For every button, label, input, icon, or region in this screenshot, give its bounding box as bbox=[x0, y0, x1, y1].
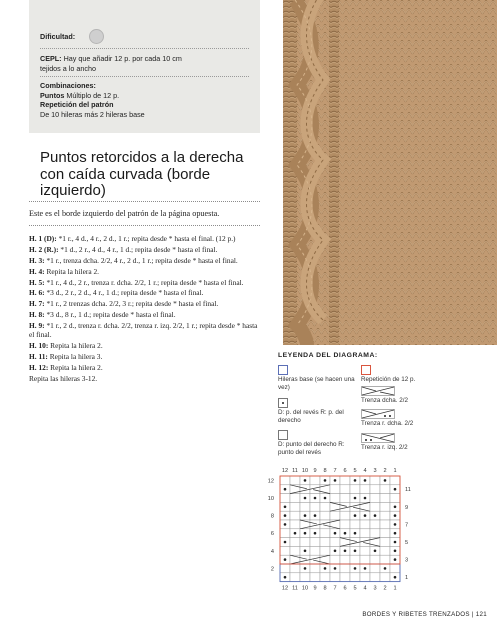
chart-cell bbox=[290, 511, 300, 520]
purl-dot bbox=[394, 541, 397, 544]
purl-cable-left-icon bbox=[361, 433, 395, 443]
chart-cell bbox=[380, 546, 390, 555]
chart-cell bbox=[280, 476, 290, 485]
purl-dot bbox=[324, 497, 327, 500]
chart-cell bbox=[290, 476, 300, 485]
row-label: 10 bbox=[267, 496, 274, 502]
purl-dot bbox=[284, 488, 287, 491]
row-instruction: H. 2 (R.): *1 d., 2 r., 4 d., 4 r., 1 d.; repita desde * hasta el final. bbox=[29, 244, 218, 254]
col-label: 2 bbox=[383, 468, 387, 474]
chart-cell bbox=[380, 538, 390, 547]
row-instruction: H. 10: Repita la hilera 2. bbox=[29, 341, 103, 351]
info-box bbox=[29, 0, 260, 133]
chart-cell bbox=[350, 573, 360, 582]
purl-dot bbox=[384, 567, 387, 570]
purl-dot bbox=[394, 550, 397, 553]
chart-cell bbox=[290, 520, 300, 529]
chart-cell bbox=[330, 485, 340, 494]
chart-cell bbox=[300, 502, 310, 511]
purl-dot bbox=[324, 479, 327, 482]
purl-dot bbox=[284, 506, 287, 509]
col-label: 8 bbox=[323, 585, 327, 592]
row-instruction: H. 6: *3 d., 2 r., 2 d., 4 r., 1 d.; repita desde * hasta el final. bbox=[29, 288, 204, 298]
chart-cell bbox=[370, 520, 380, 529]
stitches-label: Puntos bbox=[40, 90, 65, 100]
purl-dot bbox=[394, 523, 397, 526]
divider bbox=[40, 76, 249, 77]
col-label: 1 bbox=[393, 585, 397, 592]
page-title: Puntos retorcidos a la derecha con caída curvada (borde izquierdo) bbox=[40, 149, 244, 199]
purl-dot bbox=[394, 576, 397, 579]
chart-cell bbox=[380, 520, 390, 529]
col-label: 12 bbox=[281, 585, 289, 592]
row-instruction: Repita las hileras 3-12. bbox=[29, 373, 98, 383]
page-footer: BORDES Y RIBETES TRENZADOS | 121 bbox=[362, 611, 487, 618]
difficulty-label: Dificultad: bbox=[40, 32, 76, 41]
cepl-text: Hay que añadir 12 p. por cada 10 cm tejidos a lo ancho bbox=[40, 54, 182, 73]
row-instructions bbox=[29, 234, 261, 385]
legend-knit: D: punto del derecho R: punto del revés bbox=[278, 441, 345, 457]
row-label: 2 bbox=[270, 566, 274, 573]
chart-cell bbox=[370, 476, 380, 485]
chart-cell bbox=[350, 485, 360, 494]
purl-dot bbox=[284, 576, 287, 579]
chart-cell bbox=[360, 555, 370, 564]
combinations-label: Combinaciones: bbox=[40, 81, 96, 90]
chart-cell bbox=[330, 494, 340, 503]
col-label: 11 bbox=[292, 585, 298, 592]
purl-dot bbox=[354, 479, 357, 482]
chart-cell bbox=[370, 555, 380, 564]
purl-dot bbox=[314, 497, 317, 500]
purl-dot bbox=[394, 488, 397, 491]
chart-cell bbox=[280, 546, 290, 555]
chart-cell bbox=[320, 511, 330, 520]
purl-dot bbox=[314, 532, 317, 535]
chart-cell bbox=[290, 546, 300, 555]
purl-dot bbox=[284, 558, 287, 561]
chart-cell bbox=[380, 485, 390, 494]
purl-dot bbox=[344, 550, 347, 553]
chart-cell bbox=[310, 538, 320, 547]
col-label: 11 bbox=[292, 468, 298, 474]
chart-cell bbox=[320, 538, 330, 547]
col-label: 3 bbox=[373, 468, 377, 474]
legend-title: LEYENDA DEL DIAGRAMA: bbox=[278, 352, 378, 359]
chart-cell bbox=[300, 573, 310, 582]
chart-cell bbox=[300, 538, 310, 547]
knit-swatch bbox=[278, 430, 288, 440]
purl-dot bbox=[324, 567, 327, 570]
chart-cell bbox=[350, 520, 360, 529]
purl-swatch bbox=[278, 398, 288, 408]
row-label: 5 bbox=[405, 540, 409, 546]
purl-dot bbox=[354, 550, 357, 553]
chart-cell bbox=[340, 555, 350, 564]
knit-swatch-photo bbox=[283, 0, 497, 345]
row-instruction: H. 3: *1 r., trenza dcha. 2/2, 4 r., 2 d., 1 r.; repita desde * hasta el final. bbox=[29, 255, 238, 265]
chart-cell bbox=[370, 494, 380, 503]
col-label: 2 bbox=[383, 585, 387, 592]
col-label: 10 bbox=[301, 468, 309, 474]
col-label: 3 bbox=[373, 585, 377, 592]
row-instruction: H. 5: *1 r., 4 d., 2 r., trenza r. dcha. 2/2, 1 r.; repita desde * hasta el final. bbox=[29, 277, 244, 287]
chart-cell bbox=[360, 485, 370, 494]
chart-cell bbox=[310, 502, 320, 511]
purl-dot bbox=[364, 497, 367, 500]
purl-dot bbox=[304, 514, 307, 517]
purl-dot bbox=[364, 567, 367, 570]
chart-cell bbox=[360, 529, 370, 538]
col-label: 12 bbox=[281, 468, 289, 474]
chart-cell bbox=[290, 538, 300, 547]
chart-cell bbox=[340, 494, 350, 503]
chart-cell bbox=[340, 564, 350, 573]
difficulty-indicator bbox=[89, 29, 104, 44]
chart-cell bbox=[340, 485, 350, 494]
chart-cell bbox=[390, 476, 400, 485]
chart-cell bbox=[310, 476, 320, 485]
row-instruction: H. 9: *1 r., 2 d., trenza r. dcha. 2/2, trenza r. izq. 2/2, 1 r.; repita desde * hasta el final. bbox=[29, 321, 258, 340]
chart-cell bbox=[290, 564, 300, 573]
col-label: 8 bbox=[323, 468, 327, 474]
col-label: 7 bbox=[333, 585, 337, 592]
row-label: 4 bbox=[270, 548, 274, 555]
chart-cell bbox=[340, 511, 350, 520]
chart-cell bbox=[380, 529, 390, 538]
purl-dot bbox=[304, 550, 307, 553]
purl-dot bbox=[394, 506, 397, 509]
chart-cell bbox=[370, 573, 380, 582]
row-label: 6 bbox=[270, 531, 274, 538]
chart-cell bbox=[360, 520, 370, 529]
chart-cell bbox=[290, 573, 300, 582]
col-label: 5 bbox=[353, 468, 357, 474]
row-label: 11 bbox=[405, 487, 411, 494]
chart-cell bbox=[370, 529, 380, 538]
col-label: 6 bbox=[343, 468, 347, 474]
purl-dot bbox=[364, 479, 367, 482]
purl-dot bbox=[394, 514, 397, 517]
purl-dot bbox=[344, 532, 347, 535]
divider bbox=[40, 48, 249, 49]
chart-cell bbox=[380, 494, 390, 503]
row-instruction: H. 12: Repita la hilera 2. bbox=[29, 363, 103, 373]
purl-dot bbox=[354, 567, 357, 570]
chart-cell bbox=[310, 546, 320, 555]
repeat-swatch bbox=[361, 365, 371, 375]
col-label: 7 bbox=[333, 468, 337, 474]
row-label: 3 bbox=[405, 557, 409, 564]
chart-cell bbox=[380, 555, 390, 564]
chart-cell bbox=[320, 529, 330, 538]
purl-cable-right-icon bbox=[361, 409, 395, 419]
chart-cell bbox=[340, 476, 350, 485]
purl-dot bbox=[284, 514, 287, 517]
repeat-text: De 10 hileras más 2 hileras base bbox=[40, 109, 145, 119]
chart-cell bbox=[310, 564, 320, 573]
cable-right-icon bbox=[361, 386, 395, 396]
chart-cell bbox=[390, 564, 400, 573]
chart-cell bbox=[340, 520, 350, 529]
chart-cell bbox=[370, 564, 380, 573]
col-label: 9 bbox=[313, 585, 317, 592]
legend-cable-right: Trenza dcha. 2/2 bbox=[361, 397, 409, 404]
purl-dot bbox=[304, 497, 307, 500]
repeat-label: Repetición del patrón bbox=[40, 100, 114, 109]
chart-cell bbox=[320, 546, 330, 555]
cepl-label: CEPL: bbox=[40, 54, 62, 63]
purl-dot bbox=[354, 514, 357, 517]
legend-base: Hileras base (se hacen una vez) bbox=[278, 376, 355, 392]
chart-cell bbox=[360, 573, 370, 582]
purl-dot bbox=[304, 567, 307, 570]
col-label: 4 bbox=[363, 585, 367, 592]
col-label: 10 bbox=[301, 585, 309, 592]
chart-cell bbox=[310, 573, 320, 582]
chart-cell bbox=[330, 555, 340, 564]
row-label: 12 bbox=[267, 478, 274, 485]
purl-dot bbox=[364, 514, 367, 517]
purl-dot bbox=[294, 532, 297, 535]
purl-dot bbox=[304, 479, 307, 482]
chart-cell bbox=[280, 564, 290, 573]
chart-cell bbox=[320, 573, 330, 582]
legend-purl-cable-left: Trenza r. izq. 2/2 bbox=[361, 444, 408, 451]
legend-purl-cable-right: Trenza r. dcha. 2/2 bbox=[361, 420, 414, 427]
purl-dot bbox=[334, 550, 337, 553]
purl-dot bbox=[284, 523, 287, 526]
chart-cell bbox=[380, 573, 390, 582]
purl-dot bbox=[354, 497, 357, 500]
chart-cell bbox=[390, 494, 400, 503]
col-label: 6 bbox=[343, 585, 347, 592]
chart-cell bbox=[370, 485, 380, 494]
purl-dot bbox=[374, 550, 377, 553]
row-label: 9 bbox=[405, 504, 409, 511]
col-label: 5 bbox=[353, 585, 357, 592]
row-instruction: H. 11: Repita la hilera 3. bbox=[29, 352, 103, 362]
purl-dot bbox=[314, 514, 317, 517]
row-label: 1 bbox=[405, 575, 409, 582]
col-label: 1 bbox=[393, 468, 397, 474]
intro-text: Este es el borde izquierdo del patrón de la página opuesta. bbox=[29, 209, 220, 218]
purl-dot bbox=[334, 532, 337, 535]
stitch-chart bbox=[262, 462, 442, 594]
purl-dot bbox=[394, 558, 397, 561]
row-instruction: H. 4: Repita la hilera 2. bbox=[29, 266, 100, 276]
row-instruction: H. 7: *1 r., 2 trenzas dcha. 2/2, 3 r.; repita desde * hasta el final. bbox=[29, 299, 219, 309]
row-instruction: H. 1 (D): *1 r., 4 d., 4 r., 2 d., 1 r.; repita desde * hasta el final. (12 p.) bbox=[29, 234, 236, 243]
chart-cell bbox=[290, 502, 300, 511]
legend-repeat: Repetición de 12 p. bbox=[361, 376, 416, 383]
chart-cell bbox=[330, 511, 340, 520]
chart-cell bbox=[280, 494, 290, 503]
chart-cell bbox=[330, 538, 340, 547]
combinations-block bbox=[40, 81, 240, 119]
purl-dot bbox=[354, 532, 357, 535]
purl-dot bbox=[384, 479, 387, 482]
purl-dot bbox=[394, 532, 397, 535]
legend-purl: D: p. del revés R: p. del derecho bbox=[278, 409, 344, 425]
purl-dot bbox=[334, 567, 337, 570]
cepl-block bbox=[40, 54, 190, 73]
chart-cell bbox=[320, 502, 330, 511]
purl-dot bbox=[304, 532, 307, 535]
chart-cell bbox=[380, 511, 390, 520]
chart-cell bbox=[370, 502, 380, 511]
col-label: 9 bbox=[313, 468, 317, 474]
stitches-text: Múltiplo de 12 p. bbox=[66, 90, 120, 100]
divider bbox=[29, 225, 260, 226]
chart-cell bbox=[380, 502, 390, 511]
purl-dot bbox=[334, 479, 337, 482]
chart-cell bbox=[330, 573, 340, 582]
chart-cell bbox=[350, 555, 360, 564]
purl-dot bbox=[374, 514, 377, 517]
row-label: 8 bbox=[270, 513, 274, 520]
row-instruction: H. 8: *3 d., 8 r., 1 d.; repita desde * hasta el final. bbox=[29, 310, 176, 320]
chart-cell bbox=[340, 573, 350, 582]
base-rows-swatch bbox=[278, 365, 288, 375]
row-label: 7 bbox=[405, 522, 409, 529]
chart-cell bbox=[280, 529, 290, 538]
purl-dot bbox=[284, 541, 287, 544]
divider bbox=[29, 201, 260, 202]
chart-cell bbox=[290, 494, 300, 503]
chart-cell bbox=[360, 546, 370, 555]
col-label: 4 bbox=[363, 468, 367, 474]
